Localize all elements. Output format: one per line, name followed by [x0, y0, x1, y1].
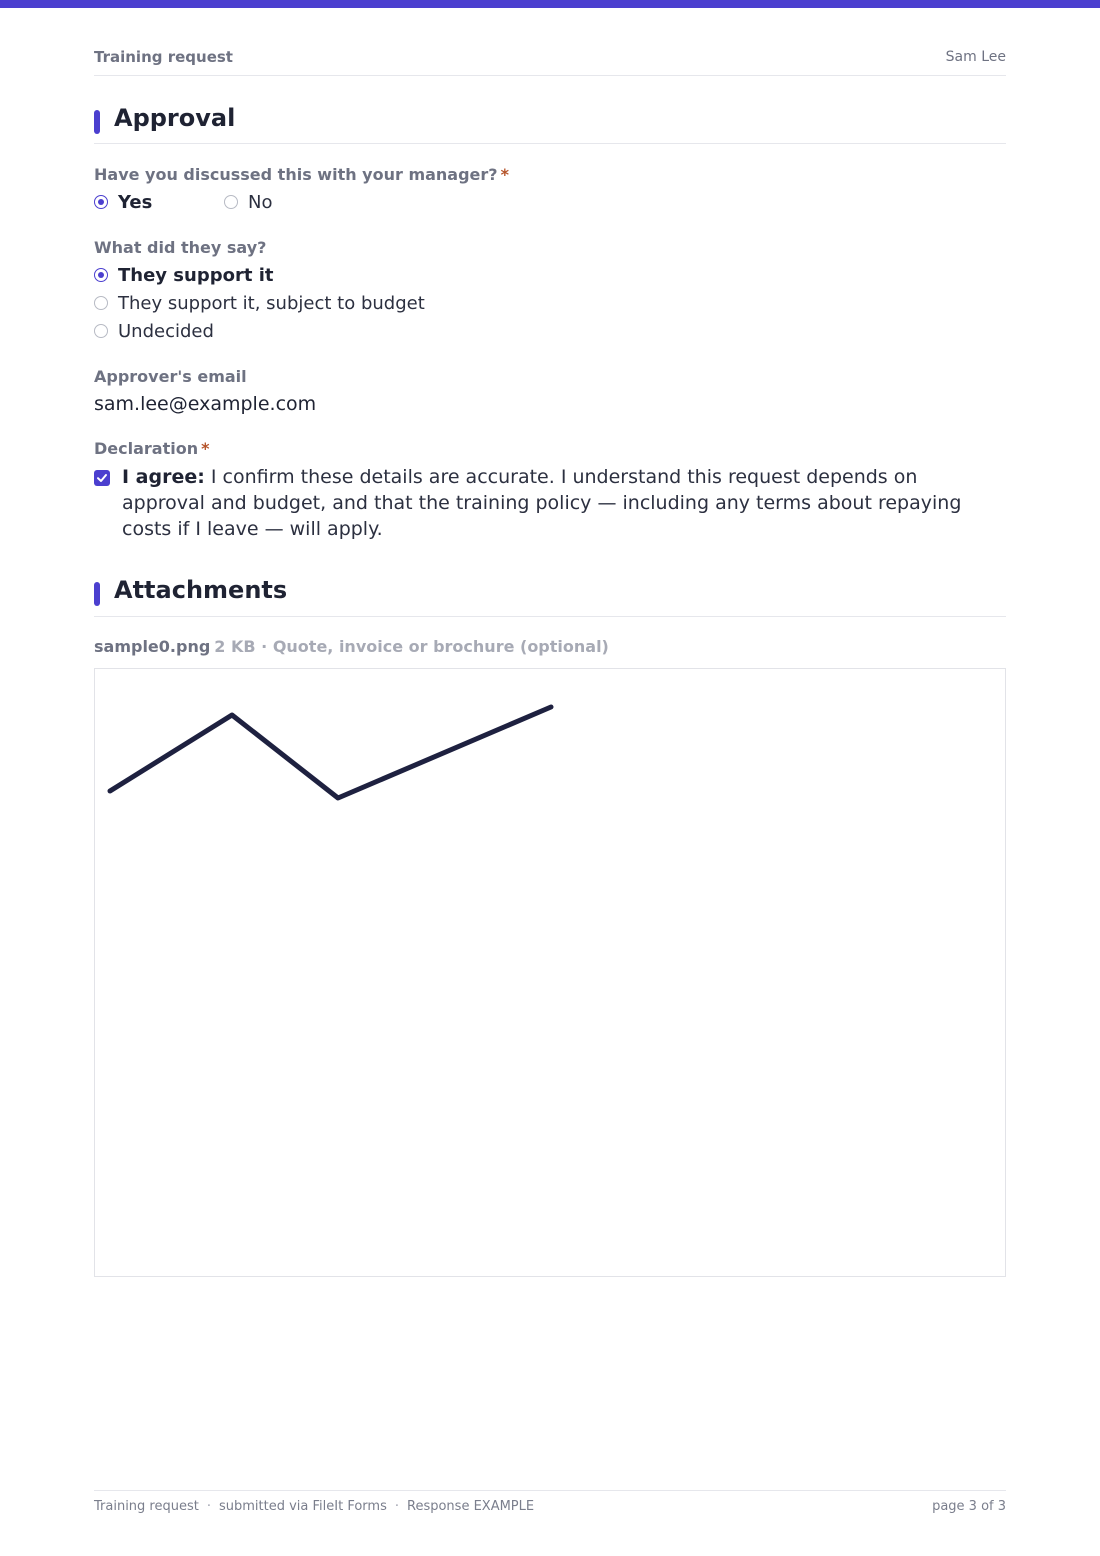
- required-marker: *: [201, 439, 210, 458]
- attachment-meta: 2 KB · Quote, invoice or brochure (optional): [214, 637, 609, 656]
- section-title: Attachments: [114, 576, 288, 604]
- section-accent: [94, 110, 100, 134]
- attachment-filename[interactable]: sample0.png: [94, 637, 211, 656]
- form-title: Training request: [94, 48, 233, 66]
- section-attachments: [94, 576, 1006, 617]
- attachment-preview: [94, 668, 1006, 1277]
- attachment-label: [94, 637, 609, 656]
- respondent-name: Sam Lee: [945, 49, 1006, 65]
- radio-option-support[interactable]: They support it: [94, 263, 274, 287]
- section-title: Approval: [114, 104, 236, 132]
- section-approval: [94, 104, 1006, 144]
- question-declaration-label: Declaration *: [94, 439, 210, 458]
- radio-unchecked-icon: [224, 195, 238, 209]
- footer-form-name: Training request: [94, 1499, 199, 1514]
- declaration-text: I agree: I confirm these details are accurate. I understand this request depends on approval and budget, and that the training policy — including any terms about repaying costs if I leave — will apply.: [122, 466, 962, 540]
- radio-option-undecided[interactable]: Undecided: [94, 319, 214, 343]
- page-header: [94, 48, 1006, 76]
- question-response-label: What did they say?: [94, 238, 267, 257]
- radio-option-no[interactable]: No: [224, 190, 272, 214]
- footer-via: submitted via FileIt Forms: [219, 1499, 387, 1514]
- radio-option-support-budget[interactable]: They support it, subject to budget: [94, 291, 425, 315]
- top-accent-bar: [0, 0, 1100, 8]
- checkbox-checked-icon[interactable]: [94, 470, 110, 486]
- footer-response-id: Response EXAMPLE: [407, 1499, 535, 1514]
- radio-unchecked-icon: [94, 296, 108, 310]
- section-accent: [94, 582, 100, 606]
- approver-email-value: sam.lee@example.com: [94, 393, 317, 415]
- question-discussed-label: Have you discussed this with your manager? *: [94, 165, 509, 184]
- radio-unchecked-icon: [94, 324, 108, 338]
- question-email-label: Approver's email: [94, 367, 247, 386]
- radio-checked-icon: [94, 195, 108, 209]
- sketch-image: [95, 669, 1005, 1276]
- radio-checked-icon: [94, 268, 108, 282]
- required-marker: *: [500, 165, 509, 184]
- declaration-agreement: [94, 464, 1006, 544]
- sketch-stroke: [110, 707, 551, 798]
- radio-option-yes[interactable]: Yes: [94, 190, 152, 214]
- page-footer: Training request · submitted via FileIt Forms · Response EXAMPLE page 3 of 3: [94, 1490, 1006, 1499]
- page-number: page 3 of 3: [932, 1499, 1006, 1514]
